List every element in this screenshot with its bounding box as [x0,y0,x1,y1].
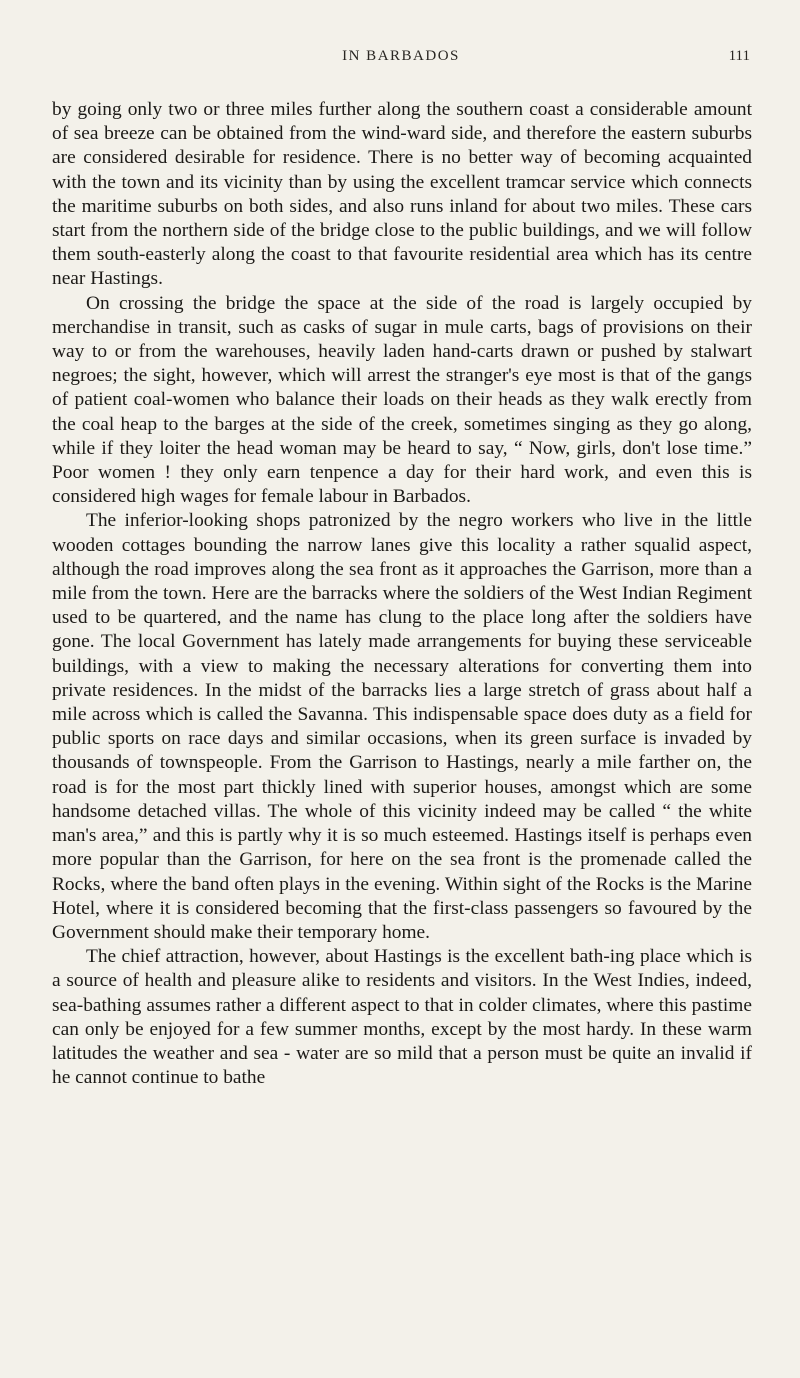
paragraph-3: The inferior-looking shops patronized by the negro workers who live in the little wooden cottages bounding the narrow lanes give this locality a rather squalid aspect, although the road improves along the sea front as it approaches the Garrison, more than a mile from the town. Here are the barracks where the soldiers of the West Indian Regiment used to be quartered, and the name has clung to the place long after the soldiers have gone. The local Government has lately made arrangements for buying these serviceable buildings, with a view to making the necessary alterations for converting them into private residences. In the midst of the barracks lies a large stretch of grass about half a mile across which is called the Savanna. This indispensable space does duty as a field for public sports on race days and similar occasions, when its green surface is invaded by thousands of townspeople. From the Garrison to Hastings, nearly a mile farther on, the road is for the most part thickly lined with superior houses, amongst which are some handsome detached villas. The whole of this vicinity indeed may be called “ the white man's area,” and this is partly why it is so much esteemed. Hastings itself is perhaps even more popular than the Garrison, for here on the sea front is the promenade called the Rocks, where the band often plays in the evening. Within sight of the Rocks is the Marine Hotel, where it is considered becoming that the first-class passengers so favoured by the Government should make their temporary home. [52,510,752,943]
paragraph-1: by going only two or three miles further along the southern coast a considerable amount of sea breeze can be obtained from the wind-ward side, and therefore the eastern suburbs are considered desirable for residence. There is no better way of becoming acquainted with the town and its vicinity than by using the excellent tramcar service which connects the maritime suburbs on both sides, and also runs inland for about two miles. These cars start from the northern side of the bridge close to the public buildings, and we will follow them south-easterly along the coast to that favourite residential area which has its centre near Hastings. [52,99,752,290]
page-number: 111 [728,48,750,64]
body-text [52,98,752,1090]
paragraph-2: On crossing the bridge the space at the side of the road is largely occupied by merchandise in transit, such as casks of sugar in mule carts, bags of provisions on their way to or from the warehouses, heavily laden hand-carts drawn or pushed by stalwart negroes; the sight, however, which will arrest the stranger's eye most is that of the gangs of patient coal-women who balance their loads on their heads as they walk erectly from the coal heap to the barges at the side of the creek, sometimes singing as they go along, while if they loiter the head woman may be heard to say, “ Now, girls, don't lose time.” Poor women ! they only earn tenpence a day for their hard work, and even this is considered high wages for female labour in Barbados. [52,292,752,508]
running-title: IN BARBADOS [342,48,460,64]
paragraph-4: The chief attraction, however, about Hastings is the excellent bath-ing place which is a source of health and pleasure alike to residents and visitors. In the West Indies, indeed, sea-bathing assumes rather a different aspect to that in colder climates, where this pastime can only be enjoyed for a few summer months, except by the most hardy. In these warm latitudes the weather and sea - water are so mild that a person must be quite an invalid if he cannot continue to bathe [52,946,752,1089]
running-head [52,48,750,72]
